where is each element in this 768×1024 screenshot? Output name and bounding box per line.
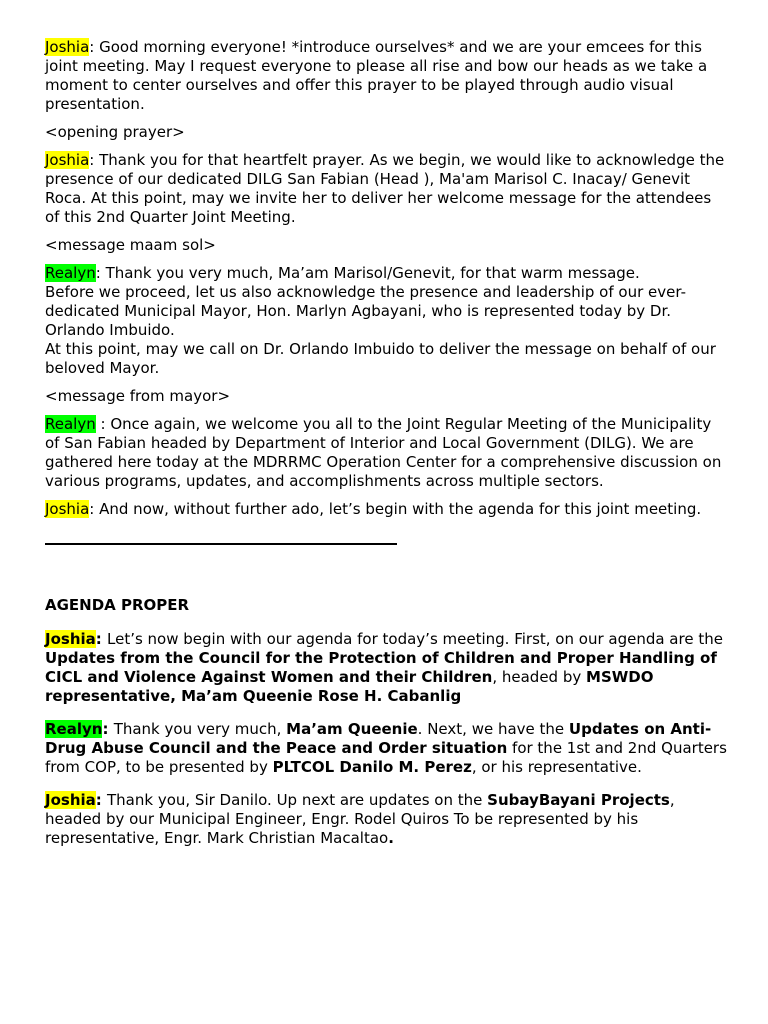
speaker-separator: : [102,720,114,738]
speaker-separator: : [95,791,107,809]
section-divider [45,543,397,545]
dialogue-paragraph [45,151,728,227]
agenda-text: , headed by our Municipal Engineer, Engr. Rodel Quiros To be represented by his representative, Engr. Mark Christian Macaltao [45,791,675,847]
dialogue-text: Thank you for that heartfelt prayer. As we begin, we would like to acknowledge the presence of our dedicated DILG San Fabian (Head ), Ma'am Marisol C. Inacay/ Genevit Roca. At this point, may we invite her to deliver her welcome message for the attendees of this 2nd Quarter Joint Meeting. [45,151,725,226]
agenda-text: Let’s now begin with our agenda for today’s meeting. First, on our agenda are the [107,630,723,648]
emphasis-text: PLTCOL Danilo M. Perez [272,758,472,776]
speaker-separator: : [89,151,100,169]
stage-cue: <message from mayor> [45,387,231,405]
emphasis-text: SubayBayani Projects [487,791,670,809]
agenda-text: Thank you, Sir Danilo. Up next are updates on the [107,791,488,809]
stage-cue: <message maam sol> [45,236,216,254]
dialogue-line: Before we proceed, let us also acknowledge the presence and leadership of our ever-dedicated Municipal Mayor, Hon. Marlyn Agbayani, who is represented today by Dr. Orlando Imbuido. [45,283,686,339]
dialogue-line: At this point, may we call on Dr. Orlando Imbuido to deliver the message on behalf of our beloved Mayor. [45,340,716,377]
agenda-section [45,630,728,848]
dialogue-text: Once again, we welcome you all to the Joint Regular Meeting of the Municipality of San Fabian headed by Department of Interior and Local Government (DILG). We are gathered here today at the MDRRMC Operation Center for a comprehensive discussion on various programs, updates, and accomplishments across multiple sectors. [45,415,722,490]
speaker-name: Realyn [45,264,96,282]
emphasis-text: Ma’am Queenie [286,720,418,738]
speaker-separator: : [95,415,111,433]
speaker-name: Joshia [45,151,90,169]
stage-cue: <opening prayer> [45,123,185,141]
speaker-name: Joshia [45,630,96,648]
dialogue-paragraph [45,415,728,491]
speaker-name: Realyn [45,720,103,738]
speaker-name: Joshia [45,38,90,56]
speaker-separator: : [89,500,100,518]
agenda-text: , headed by [492,668,587,686]
speaker-separator: : [89,38,100,56]
dialogue-line: Thank you very much, Ma’am Marisol/Genevit, for that warm message. [105,264,640,282]
speaker-name: Joshia [45,791,96,809]
emphasis-text: Updates on Anti-Drug Abuse Council and the Peace and Order situation [45,720,712,757]
emphasis-text: . [388,829,394,847]
speaker-name: Realyn [45,415,96,433]
agenda-item [45,630,728,706]
agenda-item [45,791,728,848]
dialogue-paragraph [45,264,728,378]
agenda-text: , or his representative. [471,758,642,776]
speaker-separator: : [95,630,107,648]
emphasis-text: Updates from the Council for the Protection of Children and Proper Handling of CICL and Violence Against Women and their Children [45,649,717,686]
speaker-name: Joshia [45,500,90,518]
agenda-text: for the 1st and 2nd Quarters from COP, to be presented by [45,739,727,776]
speaker-separator: : [95,264,106,282]
dialogue-paragraph [45,500,728,519]
agenda-item [45,720,728,777]
emphasis-text: MSWDO representative, Ma’am Queenie Rose H. Cabanlig [45,668,654,705]
dialogue-paragraph [45,38,728,114]
agenda-text: . Next, we have the [417,720,569,738]
agenda-text: Thank you very much, [113,720,287,738]
script-intro [45,38,728,519]
agenda-heading: AGENDA PROPER [45,596,190,614]
dialogue-text: And now, without further ado, let’s begin with the agenda for this joint meeting. [99,500,702,518]
dialogue-text: Good morning everyone! *introduce ourselves* and we are your emcees for this joint meeting. May I request everyone to please all rise and bow our heads as we take a moment to center ourselves and offer this prayer to be played through audio visual presentation. [45,38,708,113]
